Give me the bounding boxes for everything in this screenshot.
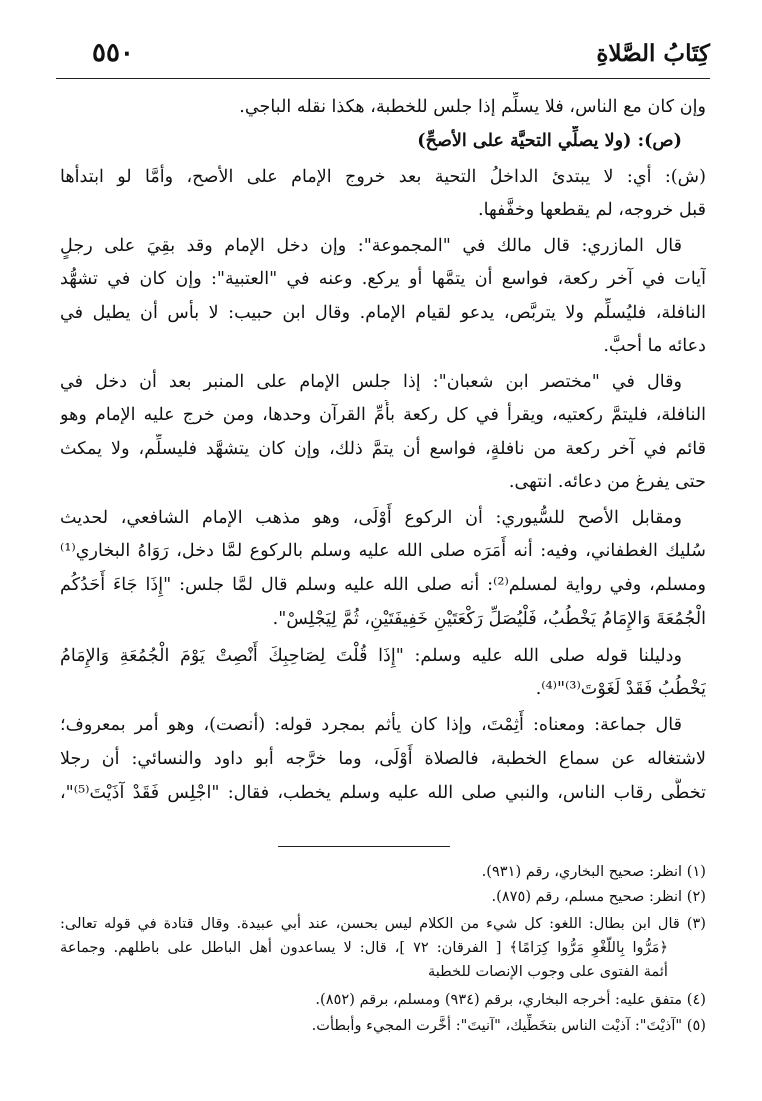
body-line: سُليك الغطفاني، وفيه: أنه أَمَرَه صلى الله عليه وسلم بالركوع لمَّا دخل، رَوَاهُ البخاري⁽¹⁾ — [60, 541, 706, 561]
footnote: (١) انظر: صحيح البخاري، رقم (٩٣١). — [481, 863, 706, 880]
running-header-title: كِتَابُ الصَّلاةِ — [596, 40, 710, 67]
footnote: (٤) متفق عليه: أخرجه البخاري، برقم (٩٣٤) ومسلم، برقم (٨٥٢). — [315, 991, 706, 1008]
footnote-continuation: أئمة الفتوى على وجوب الإنصات للخطبة — [427, 963, 668, 980]
body-line: دعائه ما أحبَّ. — [603, 336, 706, 356]
body-line: تخطَّى رقاب الناس، والنبي صلى الله عليه وسلم يخطب، فقال: "اجْلِس فَقَدْ آذَيْتَ⁽⁵⁾"، — [60, 783, 706, 803]
text-heading: (ص): (ولا يصلِّي التحيَّة على الأصحِّ) — [417, 130, 682, 151]
body-line: قائم في آخر ركعة من نافلةٍ، فواسع أن يتمَّ ذلك، وإن كان يتشهَّد فليسلِّم، ولا يمكث — [60, 439, 706, 459]
body-line: ومقابل الأصح للسُّيوري: أن الركوع أَوْلَى، وهو مذهب الإمام الشافعي، لحديث — [60, 508, 682, 528]
body-line: النافلة، فليُسلِّم ولا يتربَّص، يدعو لقيام الإمام. وقال ابن حبيب: لا بأس أن يطيل في — [60, 303, 706, 323]
body-line: وقال في "مختصر ابن شعبان": إذا جلس الإمام على المنبر بعد أن دخل في — [60, 372, 682, 392]
body-line: لاشتغاله عن سماع الخطبة، فالصلاة أَوْلَى، وما خرَّجه أبو داود والنسائي: أن رجلا — [60, 749, 706, 769]
header-rule — [56, 78, 710, 79]
body-line: قال المازري: قال مالك في "المجموعة": وإن دخل الإمام وقد بقِيَ على رجلٍ — [60, 236, 682, 256]
body-line: وإن كان مع الناس، فلا يسلِّم إذا جلس للخطبة، هكذا نقله الباجي. — [239, 97, 706, 117]
body-line: حتى يفرغ من دعائه. انتهى. — [508, 472, 706, 492]
body-line: قال جماعة: ومعناه: أَثِمْتَ، وإذا كان يأثم بمجرد قوله: (أنصت)، وهو أمر بمعروف؛ — [60, 715, 682, 735]
footnote-continuation: ﴿مَرُّوا بِاللَّغْوِ مَرُّوا كِرَامًا﴾ [ الفرقان: ٧٢ ]، قال: لا يساعدون أهل الباطل على باطلهم. وجماعة — [60, 939, 668, 956]
hadith-line: الْجُمُعَةَ وَالإِمَامُ يَخْطُبُ، فَلْيُصَلِّ رَكْعَتَيْنِ خَفِيفَتَيْنِ، ثُمَّ لِيَجْلِسْ". — [272, 609, 706, 629]
body-line: آيات في آخر ركعة، فواسع أن يتمَّها أو يركع. وعنه في "العتبية": وإن كان في تشهُّد — [60, 269, 706, 289]
body-line: قبل خروجه، لم يقطعها وخفَّفها. — [478, 200, 706, 220]
body-line: ودليلنا قوله صلى الله عليه وسلم: "إِذَا قُلْتَ لِصَاحِبِكَ أَنْصِتْ يَوْمَ الْجُمُعَةِ وَالإِمَامُ — [60, 646, 682, 666]
body-line: ومسلم، وفي رواية لمسلم⁽²⁾: أنه صلى الله عليه وسلم قال لمَّا جلس: "إِذَا جَاءَ أَحَدُكُم — [60, 575, 706, 595]
page-number: ٥٥٠ — [92, 38, 134, 68]
body-line: (ش): أي: لا يبتدئ الداخلُ التحية بعد خروج الإمام على الأصح، وأمَّا لو ابتدأها — [60, 167, 706, 187]
footnote: (٥) "آذيْتَ": آذيْت الناس بتخَطِّيك، "آنيتَ": أخَّرت المجيء وأبطأت. — [311, 1017, 706, 1034]
footnote: (٢) انظر: صحيح مسلم، رقم (٨٧٥). — [491, 888, 706, 905]
body-line: النافلة، فليتمَّ ركعتيه، ويقرأ في كل ركعة بأُمِّ القرآن وحدها، ومن خرج عليه الإمام وهو — [60, 405, 706, 425]
footnote-separator — [278, 846, 450, 847]
footnote: (٣) قال ابن بطال: اللغو: كل شيء من الكلام ليس بحسن، عند أبي عبيدة. وقال قتادة في قوله تعالى: — [60, 915, 706, 932]
hadith-line: يَخْطُبُ فَقَدْ لَغَوْتَ⁽³⁾"⁽⁴⁾. — [535, 679, 706, 699]
